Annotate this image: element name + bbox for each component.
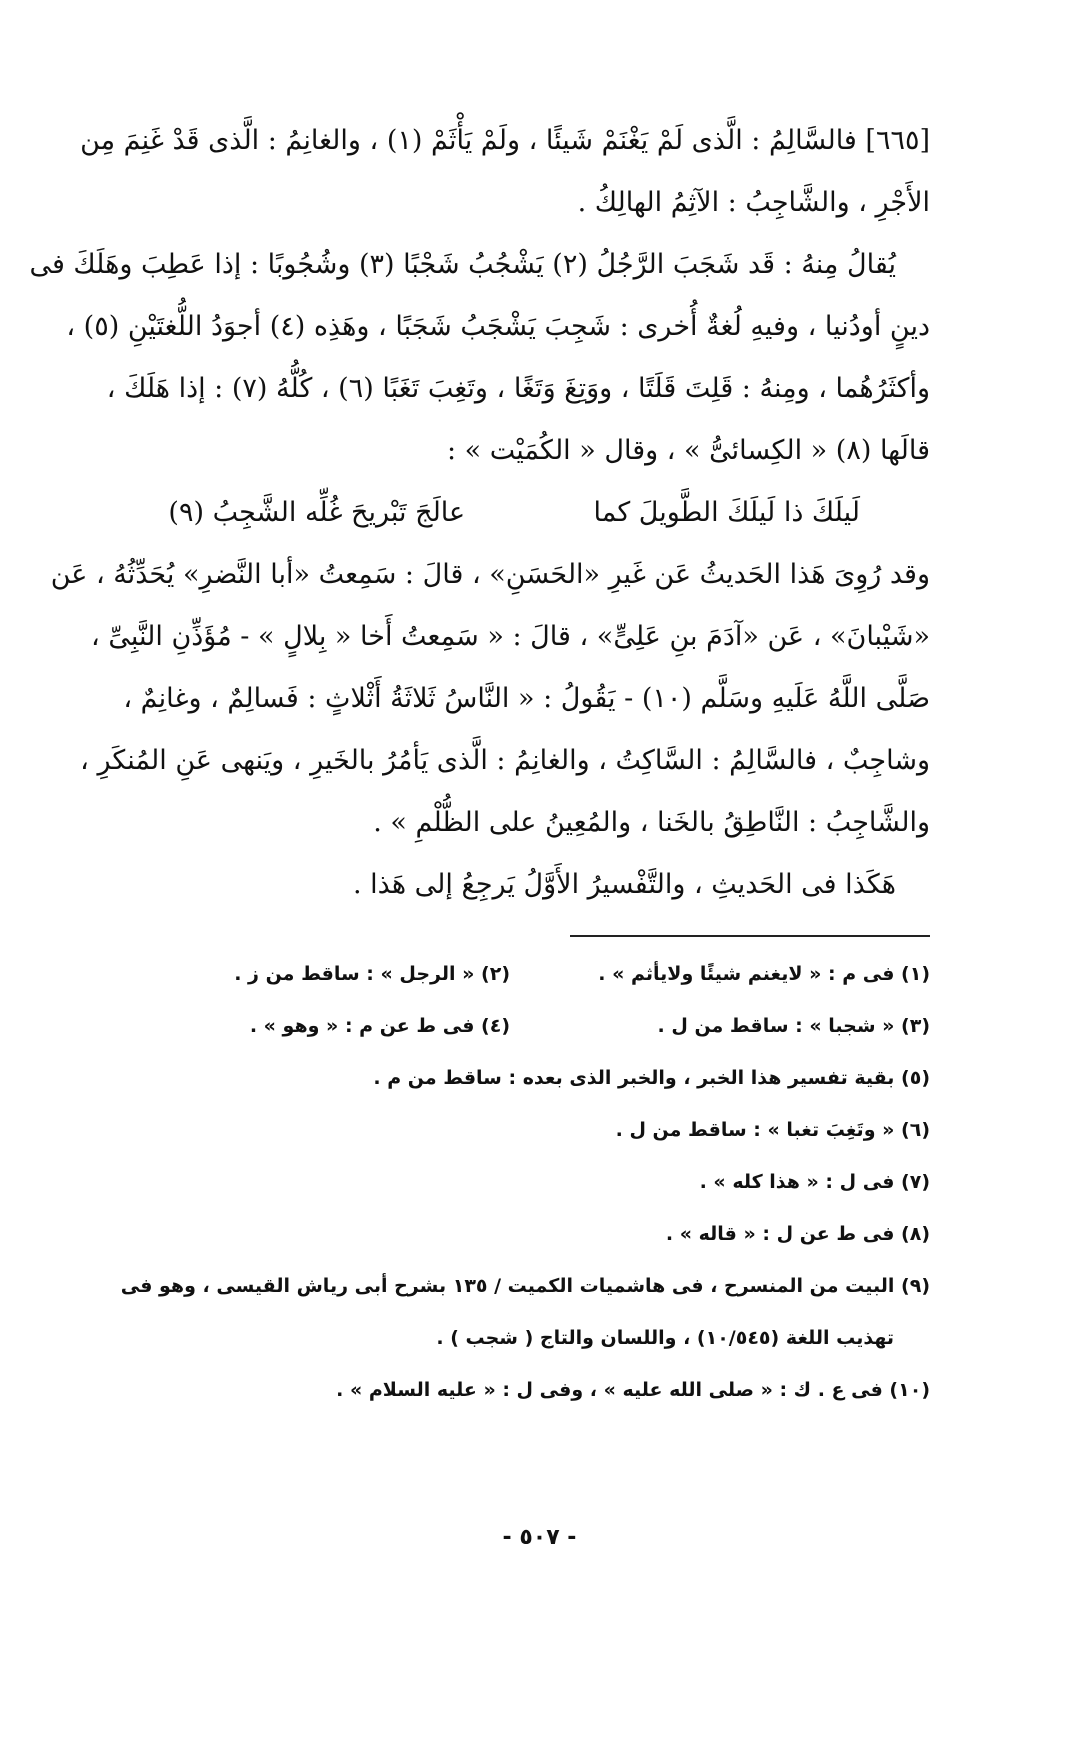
- verse-first-hemistich: لَيلَكَ ذا لَيلَكَ الطَّويلَ كما: [593, 497, 860, 528]
- footnote-4: (٤) فى ط عن م : « وهو » .: [249, 1015, 510, 1037]
- text-line-1: [٦٦٥] فالسَّالِمُ : الَّذى لَمْ يَغْنَمْ شَيئًا ، ولَمْ يَأْثَمْ (١) ، والغانِمُ : الَّذى قَدْ غَنِمَ مِن: [80, 125, 930, 156]
- footnote-10: (١٠) فى ع . ك : « صلى الله عليه » ، وفى ل : « عليه السلام » .: [336, 1379, 930, 1401]
- text-line-12: هَكَذا فى الحَديثِ ، والتَّفْسيرُ الأَوَّلُ يَرجِعُ إلى هَذا .: [352, 869, 896, 900]
- footnote-6: (٦) « وتَغِبَ تغبا » : ساقط من ل .: [615, 1119, 930, 1141]
- text-line-8: «شَيْبانَ» ، عَن «آدَمَ بنِ عَلِىٍّ» ، قالَ : « سَمِعتُ أَخا « بِلالٍ » - مُؤَذِّنِ النَّبِىِّ ،: [91, 621, 930, 652]
- footnote-8: (٨) فى ط عن ل : « قاله » .: [665, 1223, 930, 1245]
- footnote-5: (٥) بقية تفسير هذا الخبر ، والخبر الذى بعده : ساقط من م .: [373, 1067, 930, 1089]
- footnote-9: (٩) البيت من المنسرح ، فى هاشميات الكميت / ١٣٥ بشرح أبى رياش القيسى ، وهو فى: [120, 1275, 930, 1297]
- text-line-6: قالَها (٨) « الكِسائىُّ » ، وقال « الكُمَيْت » :: [446, 435, 930, 466]
- text-line-3: يُقالُ مِنهُ : قَد شَجَبَ الرَّجُلُ (٢) يَشْجُبُ شَجْبًا (٣) وشُجُوبًا : إذا عَطِبَ وهَلَكَ فى: [29, 249, 896, 280]
- footnote-row: [118, 948, 930, 1000]
- text-line-7: وقد رُوِىَ هَذا الحَديثُ عَن غَيرِ «الحَسَنِ» ، قالَ : سَمِعتُ «أبا النَّضرِ» يُحَدِّثُهُ ، عَن: [50, 559, 930, 590]
- footnote-row: [118, 1000, 930, 1052]
- main-text: [29, 110, 930, 916]
- footnote-7: (٧) فى ل : « هذا كله » .: [699, 1171, 930, 1193]
- footnote-separator: [570, 935, 930, 937]
- footnote-9-continuation: تهذيب اللغة (١٠/٥٤٥) ، واللسان والتاج ( شجب ) .: [436, 1327, 894, 1349]
- poem-verse: [130, 482, 930, 544]
- footnote-3: (٣) « شجبا » : ساقط من ل .: [657, 1015, 930, 1037]
- text-line-10: وشاجِبٌ ، فالسَّالِمُ : السَّاكِتُ ، والغانِمُ : الَّذى يَأمُرُ بالخَيرِ ، ويَنهى عَنِ المُنكَرِ ،: [80, 745, 930, 776]
- page-number: - ٥٠٧ -: [502, 1525, 577, 1550]
- text-line-11: والشَّاجِبُ : النَّاطِقُ بالخَنا ، والمُعِينُ على الظُّلْمِ » .: [373, 807, 930, 838]
- footnote-2: (٢) « الرجل » : ساقط من ز .: [234, 963, 510, 985]
- text-line-4: دينٍ أودُنيا ، وفيهِ لُغةٌ أُخرى : شَجِبَ يَشْجَبُ شَجَبًا ، وهَذِه (٤) أجوَدُ اللُّغتَيْنِ (٥) ،: [66, 311, 930, 342]
- text-line-2: الأَجْرِ ، والشَّاجِبُ : الآثِمُ الهالِكُ .: [577, 187, 930, 218]
- text-line-5: وأكثَرُهُما ، ومِنهُ : قَلِتَ قَلَتًا ، ووَتِغَ وَتَغًا ، وتَغِبَ تَغَبًا (٦) ، كُلُّهُ (٧) : إذا هَلَكَ ،: [106, 373, 930, 404]
- footnote-1: (١) فى م : « لايغنم شيئًا ولايأثم » .: [598, 963, 930, 985]
- text-line-9: صَلَّى اللَّهُ عَلَيهِ وسَلَّم (١٠) - يَقُولُ : « النَّاسُ ثَلاثَةُ أَثْلاثٍ : فَسالِمٌ ، وغانِمٌ ،: [123, 683, 930, 714]
- footnotes: [118, 948, 930, 1416]
- verse-second-hemistich: عالَجَ تَبْريحَ غُلِّه الشَّجِبُ (٩): [168, 497, 466, 528]
